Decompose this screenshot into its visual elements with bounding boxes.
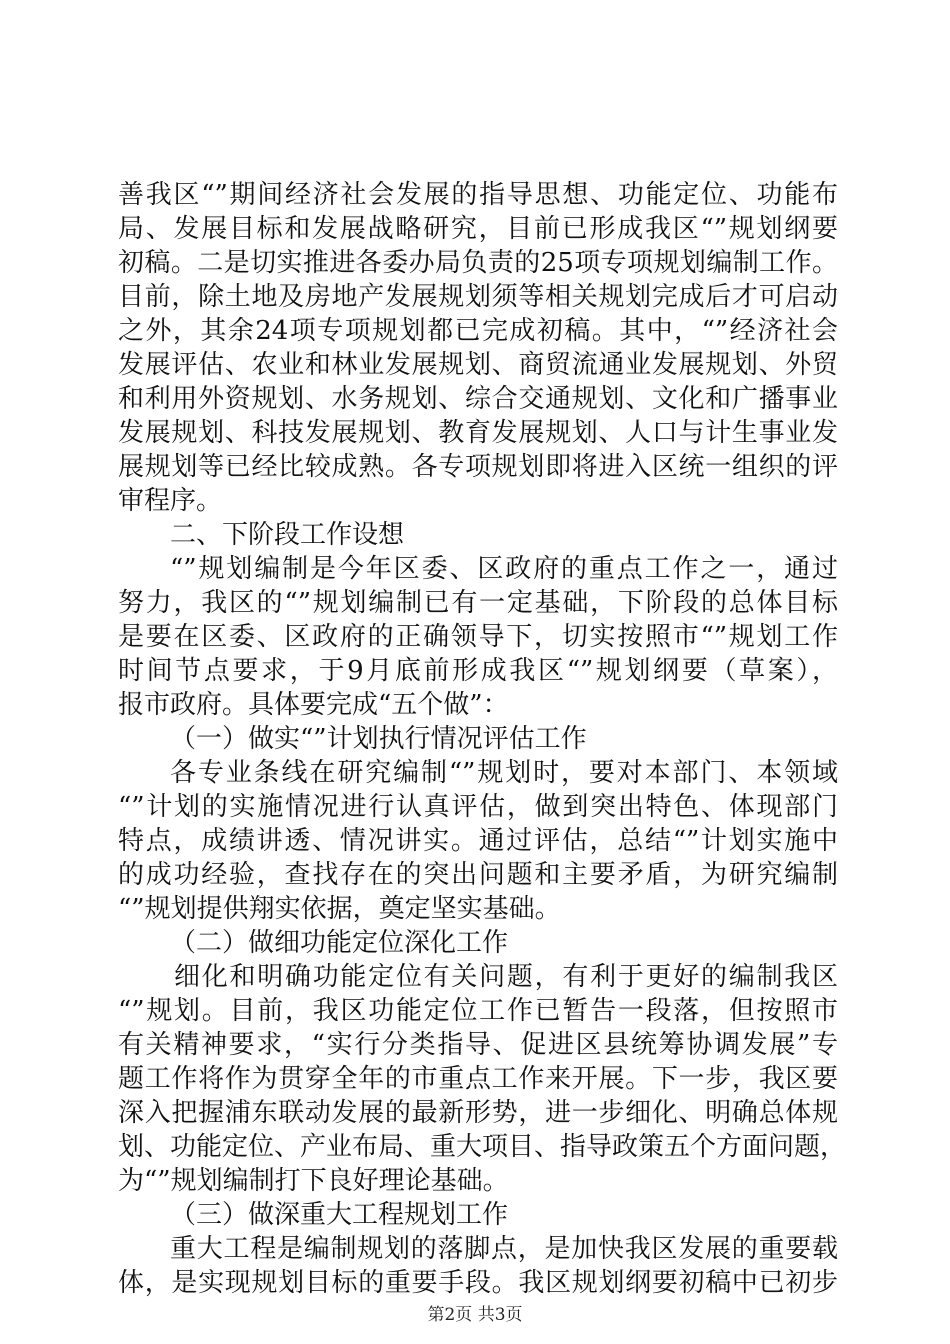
body-line: 特点，成绩讲透、情况讲实。通过评估，总结“”计划实施中 <box>118 826 838 856</box>
body-line: 体，是实现规划目标的重要手段。我区规划纲要初稿中已初步 <box>118 1268 838 1298</box>
body-line: 题工作将作为贯穿全年的市重点工作来开展。下一步，我区要 <box>118 1064 838 1094</box>
body-line: 深入把握浦东联动发展的最新形势，进一步细化、明确总体规 <box>118 1098 838 1128</box>
body-line: 重大工程是编制规划的落脚点，是加快我区发展的重要载 <box>170 1234 838 1264</box>
body-line: 发展评估、农业和林业发展规划、商贸流通业发展规划、外贸 <box>118 350 838 380</box>
body-line: 局、发展目标和发展战略研究，目前已形成我区“”规划纲要 <box>118 214 838 244</box>
page-footer: 第2页 共3页 <box>427 1305 523 1325</box>
body-line: 善我区“”期间经济社会发展的指导思想、功能定位、功能布 <box>118 180 838 210</box>
body-line: 努力，我区的“”规划编制已有一定基础，下阶段的总体目标 <box>118 588 838 618</box>
body-line: 为“”规划编制打下良好理论基础。 <box>118 1166 509 1196</box>
body-line: 之外，其余24项专项规划都已完成初稿。其中，“”经济社会 <box>118 316 838 346</box>
body-line: “”规划提供翔实依据，奠定坚实基础。 <box>118 894 561 924</box>
body-line: 目前，除土地及房地产发展规划须等相关规划完成后才可启动 <box>118 282 838 312</box>
body-line: “”计划的实施情况进行认真评估，做到突出特色、体现部门 <box>118 792 838 822</box>
body-line: 时间节点要求，于9月底前形成我区“”规划纲要（草案）， <box>118 656 838 686</box>
body-line: 各专业条线在研究编制“”规划时，要对本部门、本领域 <box>170 758 838 788</box>
subsection-heading: （三）做深重大工程规划工作 <box>170 1200 509 1230</box>
body-line: 划、功能定位、产业布局、重大项目、指导政策五个方面问题， <box>118 1132 847 1162</box>
body-line: 和利用外资规划、水务规划、综合交通规划、文化和广播事业 <box>118 384 838 414</box>
body-line: 报市政府。具体要完成“五个做”： <box>118 690 509 720</box>
body-line: 审程序。 <box>118 486 223 516</box>
body-line: 展规划等已经比较成熟。各专项规划即将进入区统一组织的评 <box>118 452 838 482</box>
body-line: 细化和明确功能定位有关问题，有利于更好的编制我区 <box>174 962 838 992</box>
section-heading: 二、下阶段工作设想 <box>170 520 405 550</box>
body-line: 的成功经验，查找存在的突出问题和主要矛盾，为研究编制 <box>118 860 838 890</box>
subsection-heading: （一）做实“”计划执行情况评估工作 <box>170 724 587 754</box>
body-line: 是要在区委、区政府的正确领导下，切实按照市“”规划工作 <box>118 622 838 652</box>
subsection-heading: （二）做细功能定位深化工作 <box>170 928 509 958</box>
body-line: “”规划。目前，我区功能定位工作已暂告一段落，但按照市 <box>118 996 838 1026</box>
body-line: “”规划编制是今年区委、区政府的重点工作之一，通过 <box>170 554 838 584</box>
body-line: 初稿。二是切实推进各委办局负责的25项专项规划编制工作。 <box>118 248 838 278</box>
document-body <box>118 178 847 1300</box>
body-line: 发展规划、科技发展规划、教育发展规划、人口与计生事业发 <box>118 418 838 448</box>
body-line: 有关精神要求，“实行分类指导、促进区县统筹协调发展”专 <box>118 1030 838 1060</box>
